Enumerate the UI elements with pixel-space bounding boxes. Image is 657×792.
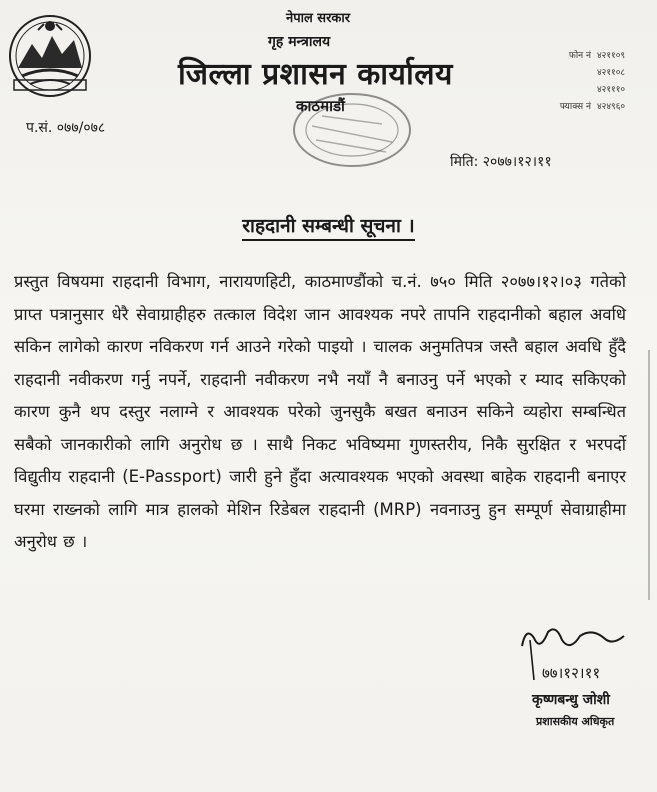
notice-title (0, 212, 657, 238)
signature-date: ७७।१२।११ (542, 664, 601, 682)
contact-row: ४२१११० (597, 85, 626, 95)
contact-row: फोन नं ४२११०९ (568, 51, 626, 61)
contact-row: फ्याक्स नं ४२४९६० (559, 102, 626, 112)
notice-body: प्रस्तुत विषयमा राहदानी विभाग, नारायणहिटी, काठमाण्डौंको च.नं. ७५० मिति २०७७।१२।०३ गतेको प्राप्त पत्रानुसार धेरै सेवाग्राहीहरु तत्काल विदेश जान आवश्यक नपरे तापनि राहदानीको बहाल अवधि सकिन लागेको कारण नविकरण गर्न आउने गरेको पाइयो । चालक अनुमतिपत्र जस्तै बहाल अवधि हुँदै राहदानी नवीकरण गर्नु नपर्ने, राहदानी नवीकरण नभै नयाँ नै बनाउनु पर्ने भएको र म्याद सकिएको कारण कुनै थप दस्तुर नलाग्ने र आवश्यक परेको जुनसुकै बखत बनाउन सकिने व्यहोरा सम्बन्धित सबैको जानकारीको लागि अनुरोध छ । साथै निकट भविष्यमा गुणस्तरीय, निकै सुरक्षित र भरपर्दो विद्युतीय राहदानी (E-Passport) जारी हुने हुँदा अत्यावश्यक भएको अवस्था बाहेक राहदानी बनाएर घरमा राख्नको लागि मात्र हालको मेशिन रिडेबल राहदानी (MRP) नवनाउनु हुन सम्पूर्ण सेवाग्राहीमा अनुरोध छ । (14, 272, 626, 551)
signatory-title: प्रशासकीय अधिकृत (536, 715, 615, 728)
government-label: नेपाल सरकार (286, 11, 351, 26)
signature-scribble-icon (512, 618, 638, 690)
issue-date: मिति: २०७७।१२।११ (450, 154, 552, 170)
nepal-emblem-icon (2, 6, 98, 102)
contact-info (537, 48, 625, 116)
scan-edge-mark (648, 350, 650, 600)
reference-number: प.सं. ०७७/०७८ (26, 120, 106, 136)
signatory-name: कृष्णबन्धु जोशी (532, 692, 610, 708)
contact-row: ४२११०८ (597, 68, 626, 78)
city-label: काठमाडौं (296, 97, 345, 115)
notice-title-text: राहदानी सम्बन्धी सूचना । (242, 215, 414, 241)
ministry-label: गृह मन्त्रालय (268, 34, 331, 50)
office-title: जिल्ला प्रशासन कार्यालय (178, 57, 453, 92)
